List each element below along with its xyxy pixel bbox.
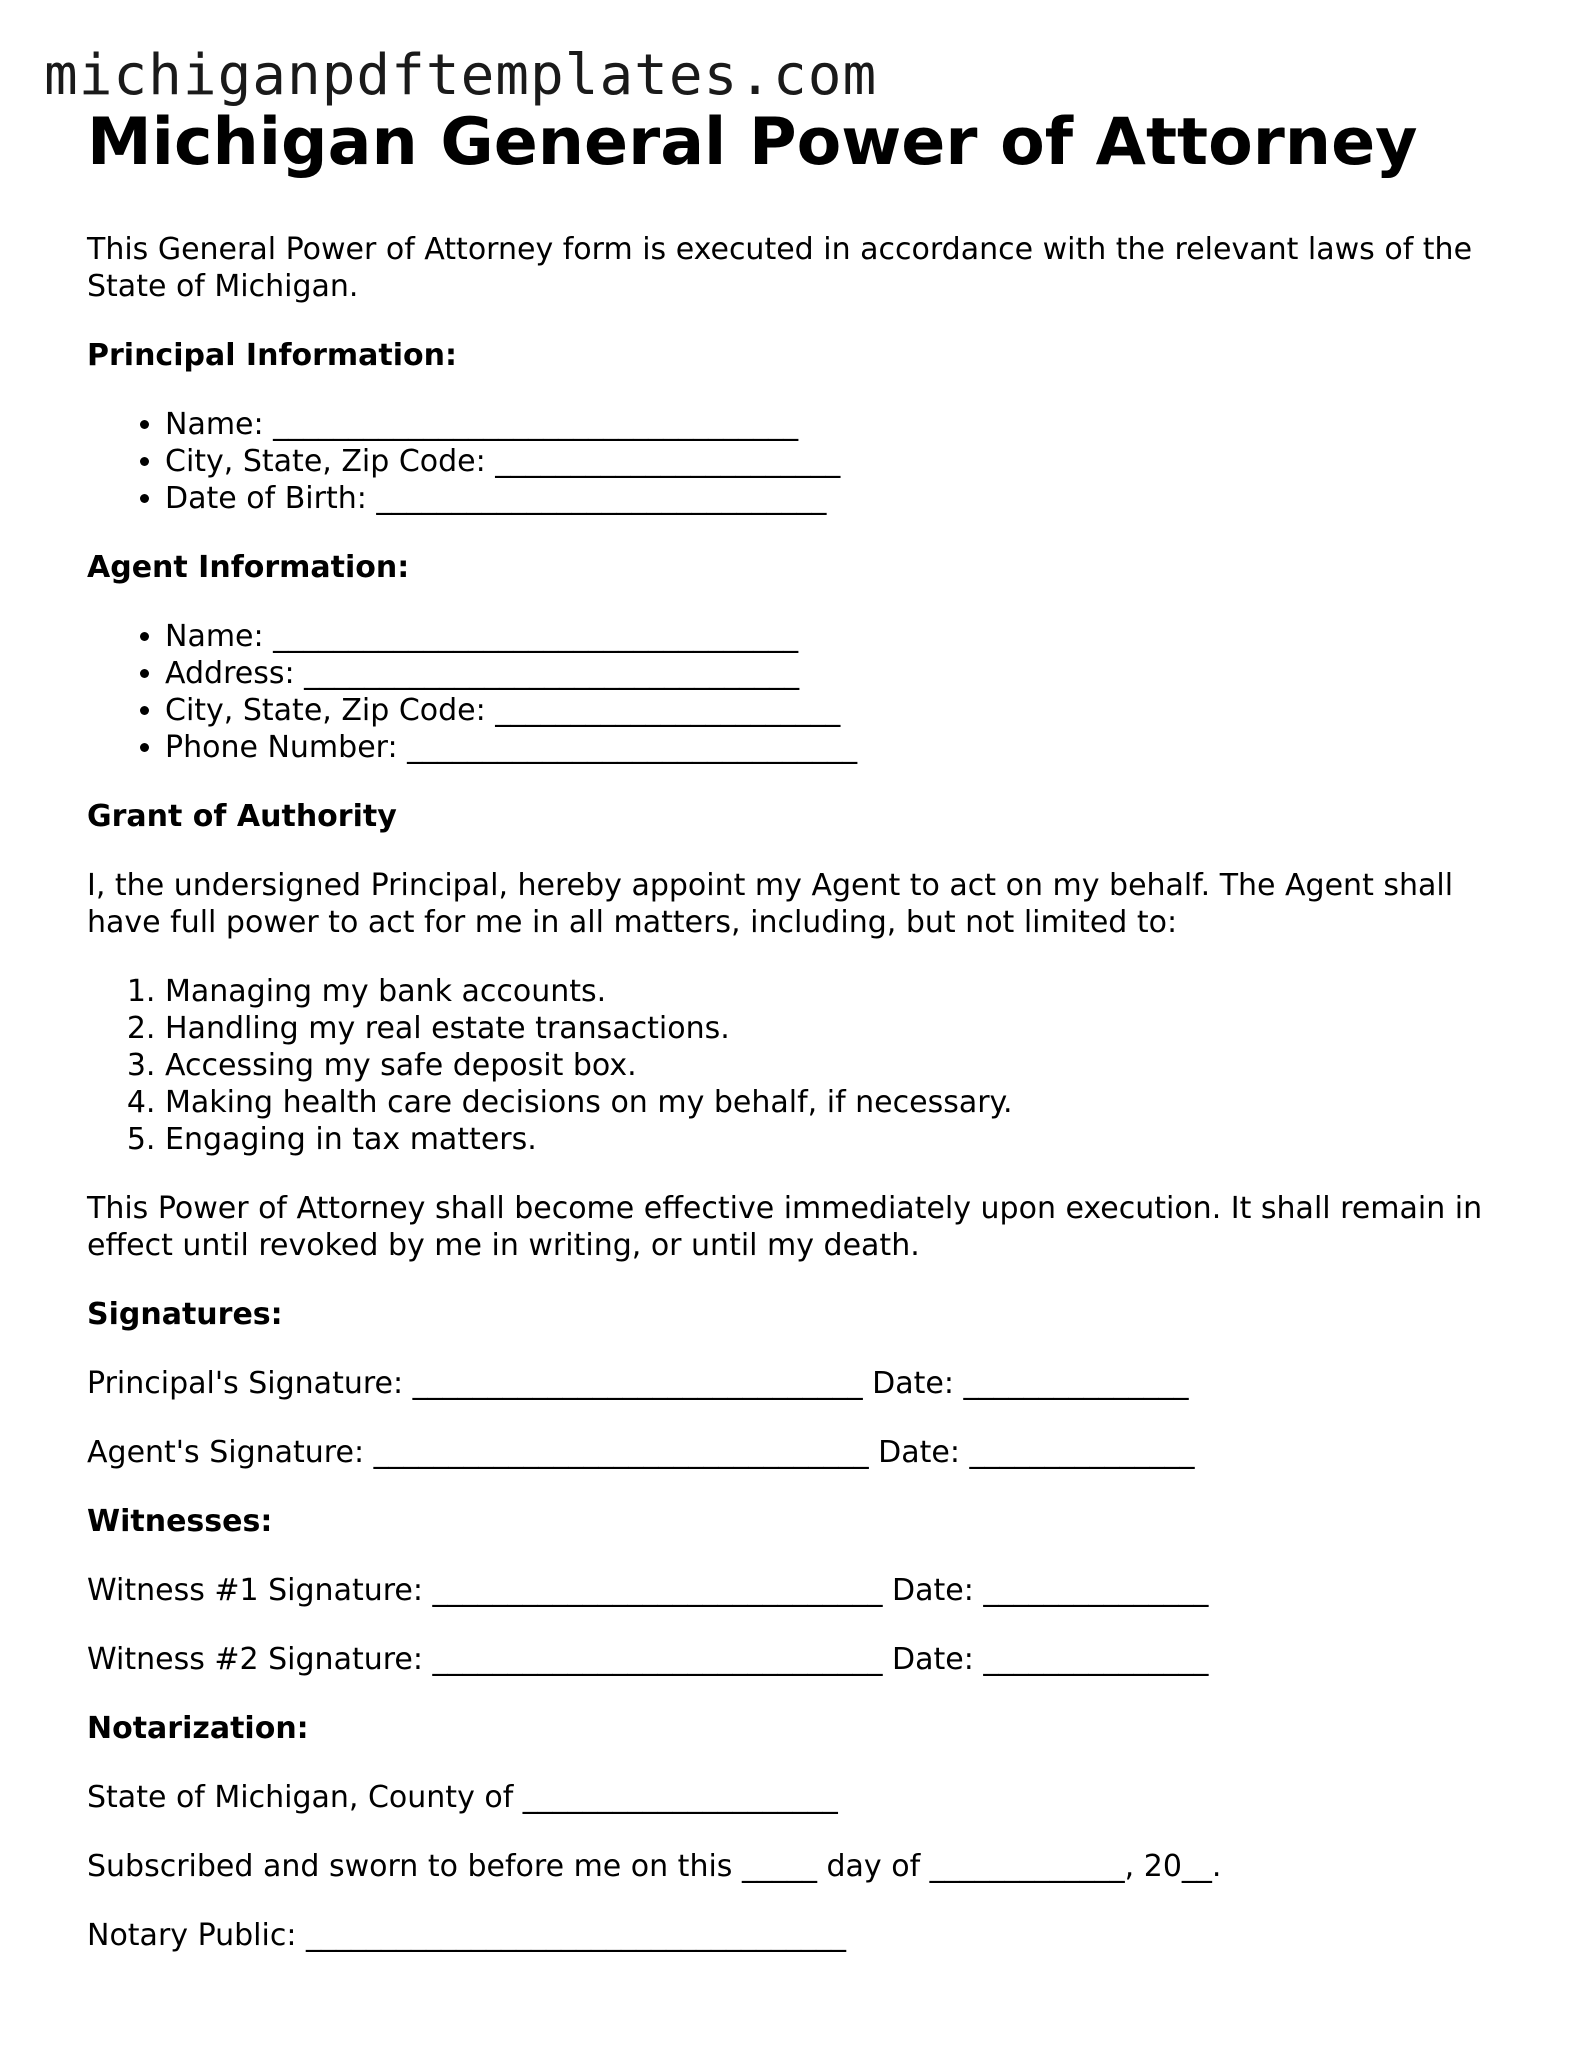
witnesses-heading: Witnesses: (87, 1504, 273, 1539)
agent-name-field[interactable]: • Name: ___________________________________ (165, 618, 1507, 655)
principal-city-field[interactable]: • City, State, Zip Code: _______________________ (165, 443, 1507, 480)
powers-list (87, 973, 1507, 1158)
agent-signature-line[interactable]: Agent's Signature: _________________________________ Date: _______________ (87, 1435, 1195, 1470)
notarization-heading: Notarization: (87, 1711, 309, 1746)
power-item: 1. Managing my bank accounts. (165, 973, 1507, 1010)
agent-address-field[interactable]: • Address: _________________________________ (165, 655, 1507, 692)
intro-paragraph: This General Power of Attorney form is executed in accordance with the relevant laws of the State of Michigan. (87, 232, 1473, 304)
site-watermark: michiganpdftemplates.com (44, 43, 878, 108)
power-item: 2. Handling my real estate transactions. (165, 1010, 1507, 1047)
power-item: 4. Making health care decisions on my behalf, if necessary. (165, 1084, 1507, 1121)
county-line[interactable]: State of Michigan, County of _____________________ (87, 1780, 838, 1815)
witness2-signature-line[interactable]: Witness #2 Signature: ______________________________ Date: _______________ (87, 1642, 1209, 1677)
principal-name-field[interactable]: • Name: ___________________________________ (165, 406, 1507, 443)
sworn-line[interactable]: Subscribed and sworn to before me on this _____ day of _____________, 20__. (87, 1849, 1222, 1884)
principal-heading: Principal Information: (87, 338, 458, 373)
agent-fields-list (87, 618, 1507, 766)
principal-signature-line[interactable]: Principal's Signature: ______________________________ Date: _______________ (87, 1366, 1189, 1401)
agent-city-field[interactable]: • City, State, Zip Code: _______________________ (165, 692, 1507, 729)
principal-fields-list (87, 406, 1507, 517)
effective-paragraph: This Power of Attorney shall become effective immediately upon execution. It shall remain in effect until revoked by me in writing, or until my death. (87, 1191, 1483, 1263)
power-item: 3. Accessing my safe deposit box. (165, 1047, 1507, 1084)
power-item: 5. Engaging in tax matters. (165, 1121, 1507, 1158)
grant-heading: Grant of Authority (87, 799, 397, 834)
witness1-signature-line[interactable]: Witness #1 Signature: ______________________________ Date: _______________ (87, 1573, 1209, 1608)
grant-paragraph: I, the undersigned Principal, hereby appoint my Agent to act on my behalf. The Agent shall have full power to act for me in all matters, including, but not limited to: (87, 868, 1454, 940)
document-title: Michigan General Power of Attorney (87, 105, 1418, 180)
agent-heading: Agent Information: (87, 550, 410, 585)
document-page (87, 104, 1507, 1954)
principal-dob-field[interactable]: • Date of Birth: ______________________________ (165, 480, 1507, 517)
notary-public-line[interactable]: Notary Public: ____________________________________ (87, 1918, 846, 1953)
signatures-heading: Signatures: (87, 1297, 283, 1332)
agent-phone-field[interactable]: • Phone Number: ______________________________ (165, 729, 1507, 766)
